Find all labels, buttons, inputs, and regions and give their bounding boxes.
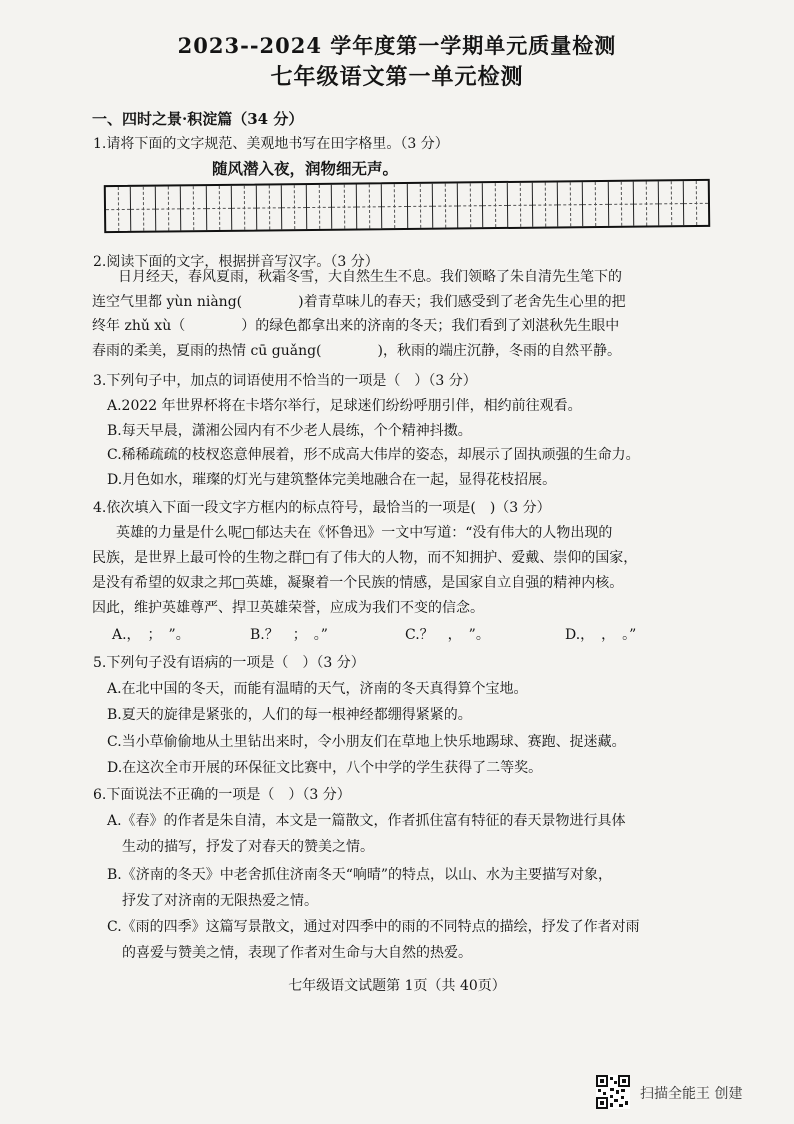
grid-cell	[533, 182, 559, 226]
page-footer: 七年级语文试题第 1页（共 40页）	[288, 978, 506, 994]
q3-option-a: A.2022 年世界杯将在卡塔尔举行，足球迷们纷纷呼朋引伴，相约前往观看。	[107, 398, 582, 414]
grid-cell	[608, 182, 634, 226]
scanner-watermark: 扫描全能王 创建	[640, 1086, 743, 1102]
q3-option-d: D.月色如水，璀璨的灯光与建筑整体完美地融合在一起，显得花枝招展。	[107, 472, 557, 488]
q5-option-a: A.在北中国的冬天，而能有温晴的天气，济南的冬天真得算个宝地。	[107, 681, 528, 697]
grid-cell	[382, 184, 408, 228]
q2-line: 日月经天，春风夏雨，秋霜冬雪，大自然生生不息。我们领略了朱自清先生笔下的	[118, 269, 622, 285]
grid-cell	[332, 185, 358, 229]
grid-cell	[684, 181, 709, 225]
q3-option-b: B.每天早晨，潇湘公园内有不少老人晨练，个个精神抖擞。	[107, 423, 472, 439]
q6-option-a-cont: 生动的描写，抒发了对春天的赞美之情。	[122, 839, 374, 855]
grid-cell	[432, 183, 458, 227]
q6-stem: 6.下面说法不正确的一项是（ ）（3 分）	[93, 787, 351, 803]
q5-option-b: B.夏天的旋律是紧张的，人们的每一根神经都绷得紧紧的。	[107, 707, 472, 723]
q6-option-b-cont: 抒发了对济南的无限热爱之情。	[122, 893, 318, 909]
grid-cell	[181, 186, 207, 230]
exam-subtitle: 七年级语文第一单元检测	[270, 64, 524, 90]
q4-option-c: C.？ ， ”。	[405, 627, 490, 643]
grid-cell	[307, 185, 333, 229]
q4-line: 是没有希望的奴隶之邦□英雄，凝聚着一个民族的情感，是国家自立自强的精神内核。	[92, 575, 624, 591]
grid-cell	[357, 184, 383, 228]
q4-line: 英雄的力量是什么呢□郁达夫在《怀鲁迅》一文中写道：“没有伟大的人物出现的	[116, 525, 613, 541]
grid-cell	[633, 181, 659, 225]
grid-cell	[583, 182, 609, 226]
q1-copy-text: 随风潜入夜，润物细无声。	[212, 159, 399, 178]
q2-stem: 2.阅读下面的文字，根据拼音写汉字。（3 分）	[93, 254, 379, 270]
q4-option-d: D.， ， 。”	[565, 627, 637, 643]
q6-option-c-cont: 的喜爱与赞美之情，表现了作者对生命与大自然的热爱。	[122, 945, 472, 961]
grid-cell	[659, 181, 685, 225]
grid-cell	[483, 183, 509, 227]
q4-option-b: B.？ ； 。”	[250, 627, 328, 643]
q2-line: 春雨的柔美，夏雨的热情 cū guǎng( )，秋雨的端庄沉静，冬雨的自然平静。	[92, 343, 621, 359]
grid-cell	[206, 186, 232, 230]
q4-line: 民族，是世界上最可怜的生物之群□有了伟大的人物，而不知拥护、爱戴、崇仰的国家，	[92, 550, 638, 566]
grid-cell	[407, 184, 433, 228]
qr-code-icon	[596, 1075, 630, 1109]
q3-stem: 3.下列句子中，加点的词语使用不恰当的一项是（ ）（3 分）	[93, 373, 477, 389]
grid-cell	[131, 187, 157, 231]
q5-option-d: D.在这次全市开展的环保征文比赛中，八个中学的学生获得了二等奖。	[107, 760, 543, 776]
q6-option-c: C.《雨的四季》这篇写景散文，通过对四季中的雨的不同特点的描绘，抒发了作者对雨	[107, 919, 640, 935]
grid-cell	[458, 183, 484, 227]
grid-cell	[282, 185, 308, 229]
grid-cell	[156, 186, 182, 230]
grid-cell	[231, 186, 257, 230]
q2-line: 连空气里都 yùn niàng( )着青草味儿的春天；我们感受到了老舍先生心里的把	[92, 294, 626, 310]
q2-line: 终年 zhǔ xù（ ）的绿色都拿出来的济南的冬天；我们看到了刘湛秋先生眼中	[92, 318, 620, 334]
q4-stem: 4.依次填入下面一段文字方框内的标点符号，最恰当的一项是( )（3 分）	[93, 500, 551, 516]
q3-option-c: C.稀稀疏疏的枝杈恣意伸展着，形不成高大伟岸的姿态，却展示了固执顽强的生命力。	[107, 447, 640, 463]
grid-cell	[558, 182, 584, 226]
q5-stem: 5.下列句子没有语病的一项是（ ）（3 分）	[93, 655, 365, 671]
q6-option-a: A.《春》的作者是朱自清，本文是一篇散文，作者抓住富有特征的春天景物进行具体	[107, 813, 626, 829]
q6-option-b: B.《济南的冬天》中老舍抓住济南冬天“响晴”的特点，以山、水为主要描写对象，	[107, 867, 613, 883]
q1-stem: 1.请将下面的文字规范、美观地书写在田字格里。（3 分）	[93, 136, 449, 152]
exam-title: 2023--2024 学年度第一学期单元质量检测	[177, 33, 617, 58]
grid-cell	[508, 183, 534, 227]
writing-grid	[104, 179, 710, 233]
section-heading: 一、四时之景·积淀篇（34 分）	[92, 110, 304, 128]
q5-option-c: C.当小草偷偷地从土里钻出来时，令小朋友们在草地上快乐地踢球、赛跑、捉迷藏。	[107, 734, 626, 750]
grid-cell	[257, 185, 283, 229]
q4-option-a: A.， ； ”。	[112, 627, 190, 643]
grid-cell	[106, 187, 132, 231]
q4-line: 因此，维护英雄尊严、捍卫英雄荣誉，应成为我们不变的信念。	[92, 600, 484, 616]
